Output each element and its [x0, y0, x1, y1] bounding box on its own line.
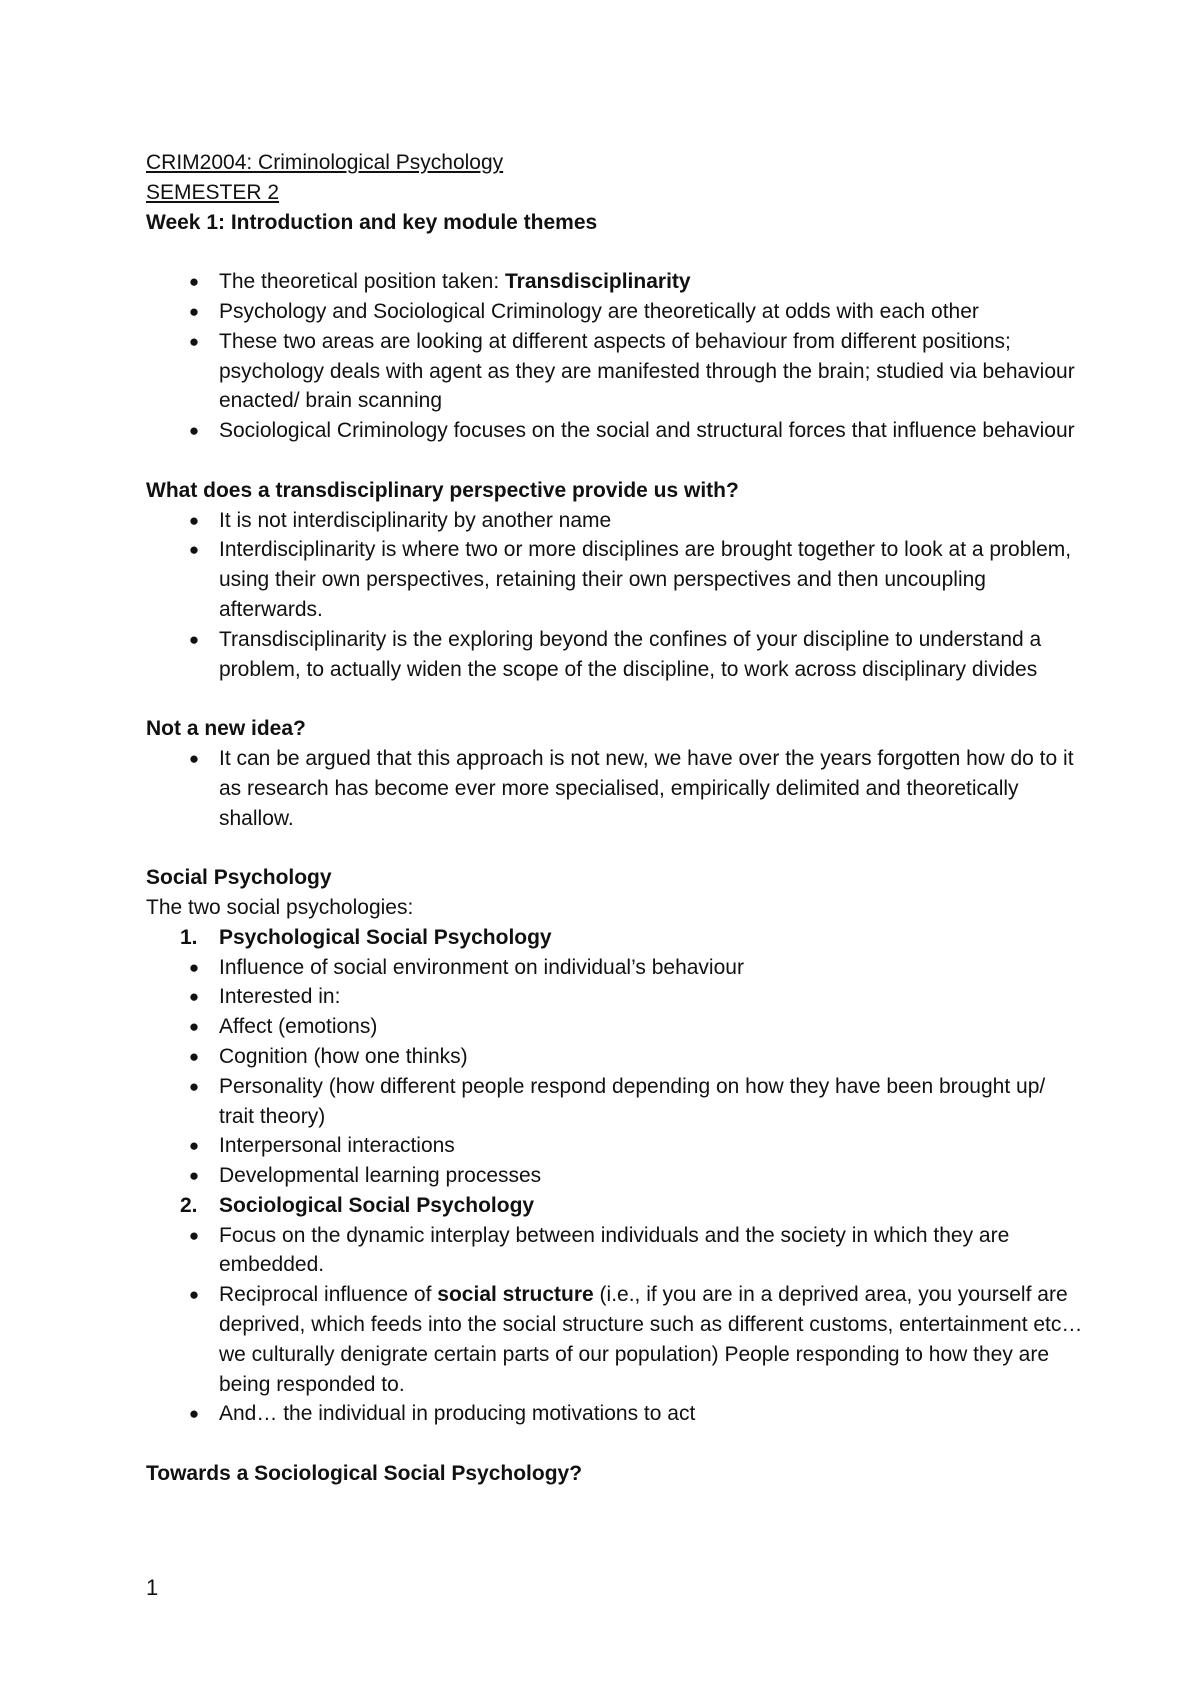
bullet-icon: ●: [188, 1017, 200, 1037]
bullet-icon: ●: [188, 1136, 200, 1156]
list-item-text: Interested in:: [219, 985, 341, 1009]
social-psychology-heading: Social Psychology: [146, 866, 332, 890]
numbered-heading: [146, 923, 1086, 953]
social-psychology-subheading: The two social psychologies:: [146, 895, 414, 919]
bullet-icon: ●: [188, 510, 200, 530]
bullet-icon: ●: [188, 1225, 200, 1245]
bullet-icon: ●: [188, 957, 200, 977]
numbered-heading: [146, 1191, 1086, 1221]
course-title: CRIM2004: Criminological Psychology: [146, 151, 504, 174]
bullet-icon: ●: [188, 629, 200, 649]
list-item-text: Interdisciplinarity is where two or more disciplines are brought together to look at a problem, using their own perspectives, retaining their own perspectives and then uncoupling afterwards.: [219, 538, 1072, 621]
list-item: [146, 535, 1086, 624]
list-item-text: Interpersonal interactions: [219, 1134, 455, 1158]
list-item-text: Affect (emotions): [219, 1015, 378, 1039]
list-item-text: Sociological Criminology focuses on the social and structural forces that influence behaviour: [219, 419, 1075, 443]
bullet-icon: ●: [188, 987, 200, 1007]
list-item-text: Personality (how different people respond depending on how they have been brought up/ trait theory): [219, 1074, 1046, 1128]
numbered-item-1: [146, 923, 1086, 953]
list-item: [146, 267, 1086, 297]
list-item-bold-text: social structure: [437, 1283, 594, 1307]
list-item: [146, 953, 1086, 983]
bullet-icon: ●: [188, 1076, 200, 1096]
list-item: [146, 1161, 1086, 1191]
list-item: [146, 744, 1086, 833]
bullet-icon: ●: [188, 421, 200, 441]
list-item-text: Developmental learning processes: [219, 1164, 542, 1188]
spacer: [146, 446, 1086, 476]
new-idea-list: [146, 744, 1086, 833]
new-idea-heading: Not a new idea?: [146, 717, 306, 741]
list-item-text: (i.e., if you are in a deprived area, you yourself are deprived, which feeds into the social structure such as different customs, entertainment etc… we culturally denigrate certain parts of our population) People responding to how they are being responded to.: [219, 1283, 1083, 1396]
list-item-text: And… the individual in producing motivations to act: [219, 1402, 696, 1426]
bullet-icon: ●: [188, 1404, 200, 1424]
list-item-bold-text: Transdisciplinarity: [505, 270, 691, 294]
week-heading: Week 1: Introduction and key module themes: [146, 210, 598, 234]
list-item: [146, 1131, 1086, 1161]
list-item-text: Cognition (how one thinks): [219, 1044, 468, 1068]
number-label: 1.: [180, 925, 198, 949]
list-item-text: Reciprocal influence of: [219, 1283, 438, 1307]
towards-heading: Towards a Sociological Social Psychology?: [146, 1462, 583, 1486]
bullet-icon: ●: [188, 331, 200, 351]
spacer: [146, 237, 1086, 267]
bullet-icon: ●: [188, 748, 200, 768]
list-item-text: Focus on the dynamic interplay between individuals and the society in which they are embedded.: [219, 1223, 1010, 1277]
number-label: 2.: [180, 1193, 198, 1217]
bullet-icon: ●: [188, 301, 200, 321]
list-item-text: Influence of social environment on individual’s behaviour: [219, 955, 744, 979]
bullet-icon: ●: [188, 1285, 200, 1305]
list-item: [146, 327, 1086, 416]
list-item: [146, 982, 1086, 1012]
numbered-heading-text: Sociological Social Psychology: [219, 1193, 535, 1217]
sociological-social-psychology-list: [146, 1221, 1086, 1430]
list-item: [146, 506, 1086, 536]
list-item: [146, 297, 1086, 327]
list-item: [146, 625, 1086, 685]
transdisciplinary-list: [146, 506, 1086, 685]
list-item: [146, 1072, 1086, 1132]
bullet-icon: ●: [188, 540, 200, 560]
list-item: [146, 1221, 1086, 1281]
spacer: [146, 1429, 1086, 1459]
list-item-text: Psychology and Sociological Criminology are theoretically at odds with each other: [219, 299, 979, 323]
list-item-text: Transdisciplinarity is the exploring beyond the confines of your discipline to understand a problem, to actually widen the scope of the discipline, to work across disciplinary divides: [219, 627, 1042, 681]
bullet-icon: ●: [188, 1166, 200, 1186]
bullet-icon: ●: [188, 272, 200, 292]
list-item-text: It can be argued that this approach is not new, we have over the years forgotten how do to it as research has become ever more specialised, empirically delimited and theoretically shallow.: [219, 746, 1074, 830]
list-item: [146, 1399, 1086, 1429]
list-item: [146, 1042, 1086, 1072]
list-item-text: The theoretical position taken:: [219, 270, 506, 294]
list-item: [146, 416, 1086, 446]
list-item-text: It is not interdisciplinarity by another name: [219, 508, 612, 532]
document-content: [146, 148, 1086, 1489]
numbered-item-2: [146, 1191, 1086, 1221]
semester-label: SEMESTER 2: [146, 180, 280, 204]
psychological-social-psychology-list: [146, 953, 1086, 1191]
list-item-text: These two areas are looking at different aspects of behaviour from different positions; psychology deals with agent as they are manifested through the brain; studied via behaviour enacted/ brain scanning: [219, 329, 1075, 413]
list-item: [146, 1012, 1086, 1042]
transdisciplinary-heading: What does a transdisciplinary perspective provide us with?: [146, 478, 739, 502]
intro-list: [146, 267, 1086, 446]
spacer: [146, 684, 1086, 714]
list-item: [146, 1280, 1086, 1399]
bullet-icon: ●: [188, 1046, 200, 1066]
numbered-heading-text: Psychological Social Psychology: [219, 925, 552, 949]
spacer: [146, 833, 1086, 863]
page-number: 1: [146, 1575, 159, 1600]
